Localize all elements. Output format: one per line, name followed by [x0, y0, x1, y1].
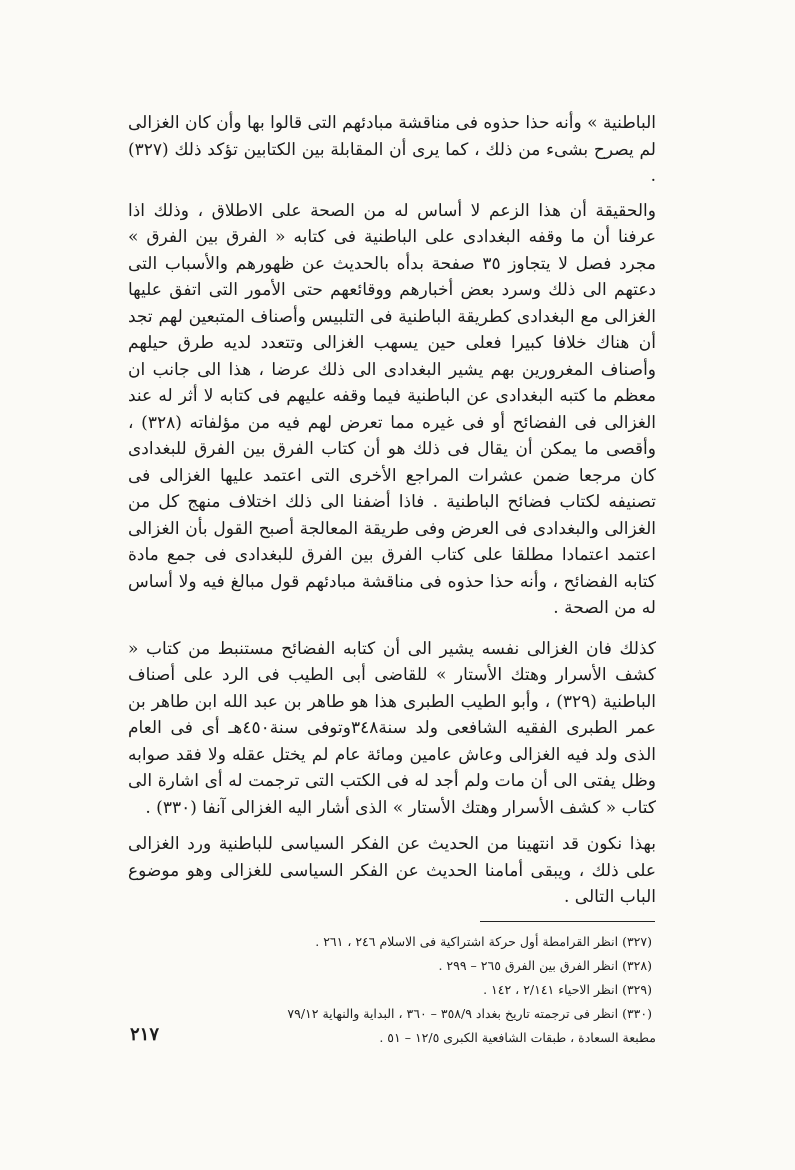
body-text [128, 110, 656, 911]
footnote-separator [480, 921, 655, 922]
footnote-330-continued: مطبعة السعادة ، طبقات الشافعية الكبرى ١٢/٥ – ٥١ . [379, 1030, 656, 1045]
footnote-328: (٣٢٨) انظر الفرق بين الفرق ٢٦٥ – ٢٩٩ . [438, 958, 652, 973]
footnote-329: (٣٢٩) انظر الاحياء ٢/١٤١ ، ١٤٢ . [483, 982, 652, 997]
paragraph-3: كذلك فان الغزالى نفسه يشير الى أن كتابه الفضائح مستنبط من كتاب « كشف الأسرار وهتك الأستار » للقاضى أبى الطيب فى الرد على أصناف الباطنية (٣٢٩) ، وأبو الطيب الطبرى هذا هو طاهر بن عبد الله ابن طاهر بن عمر الطبرى الفقيه الشافعى ولد سنة٣٤٨وتوفى سنة٤٥٠هـ أى فى العام الذى ولد فيه الغزالى وعاش عامين ومائة عام لم يختل عقله ولا فقد صوابه وظل يفتى الى أن مات ولم أجد له فى الكتب التى ترجمت له أى اشارة الى كتاب « كشف الأسرار وهتك الأستار » الذى أشار اليه الغزالى آنفا (٣٣٠) . [128, 638, 657, 818]
paragraph-1: الباطنية » وأنه حذا حذوه فى مناقشة مبادئهم التى قالوا بها وأن كان الغزالى لم يصرح بشىء من ذلك ، كما يرى أن المقابلة بين الكتابين تؤكد ذلك (٣٢٧) . [128, 113, 656, 186]
footnotes [110, 930, 656, 1050]
page-number: ٢١٧ [130, 1024, 160, 1045]
paragraph-4: بهذا نكون قد انتهينا من الحديث عن الفكر السياسى للباطنية ورد الغزالى على ذلك ، ويبقى أمامنا الحديث عن الفكر السياسى للغزالى وهو موضوع الباب التالى . [128, 834, 656, 907]
paragraph-2: والحقيقة أن هذا الزعم لا أساس له من الصحة على الاطلاق ، وذلك اذا عرفنا أن ما وقفه البغدادى على الباطنية فى كتابه « الفرق بين الفرق » مجرد فصل لا يتجاوز ٣٥ صفحة بدأه بالحديث عن ظهورهم والأسباب التى دعتهم الى ذلك وسرد بعض أخبارهم ووقائعهم حتى الأمور التى اتفق عليها الغزالى مع البغدادى كطريقة الباطنية فى التلبيس وأصناف المتبعين لهم تجد أن هناك خلافا كبيرا فعلى حين يسهب الغزالى وتتعدد لديه طرق حيلهم وأصناف المغرورين بهم يشير البغدادى الى ذلك عرضا ، هذا الى جانب ان معظم ما كتبه البغدادى عن الباطنية فيما وقفه عليهم فى كتابه لا أثر له عند الغزالى فى الفضائح أو فى غيره مما تعرض لهم فيه من مؤلفاته (٣٢٨) ، وأقصى ما يمكن أن يقال فى ذلك هو أن كتاب الفرق بين الفرق للبغدادى كان مرجعا ضمن عشرات المراجع الأخرى التى اعتمد عليها الغزالى فى تصنيفه لكتاب فضائح الباطنية . فاذا أضفنا الى ذلك اختلاف منهج كل من الغزالى والبغدادى فى العرض وفى طريقة المعالجة أصبح القول بأن الغزالى اعتمد اعتمادا مطلقا على كتاب الفرق بين الفرق للبغدادى فى جمع مادة كتابه الفضائح ، وأنه حذا حذوه فى مناقشة مبادئهم قول مبالغ فيه ولا أساس له من الصحة . [128, 200, 656, 618]
footnote-327: (٣٢٧) انظر القرامطة أول حركة اشتراكية فى الاسلام ٢٤٦ ، ٢٦١ . [315, 934, 652, 949]
footnote-330: (٣٣٠) انظر فى ترجمته تاريخ بغداد ٣٥٨/٩ – ٣٦٠ ، البداية والنهاية ٧٩/١٢ [287, 1006, 652, 1021]
